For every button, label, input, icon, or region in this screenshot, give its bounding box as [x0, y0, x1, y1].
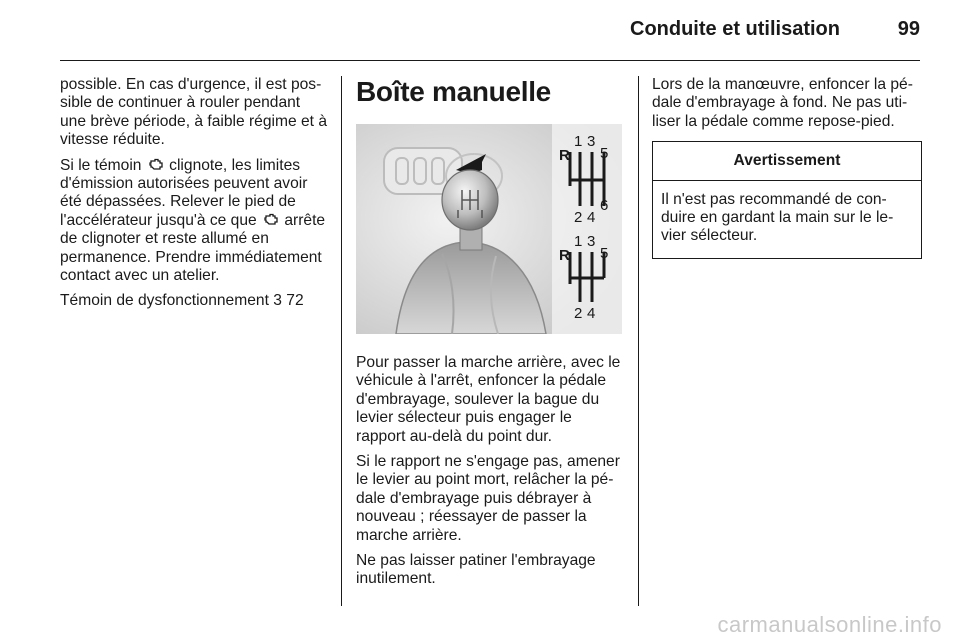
shift-label-2: 2 — [574, 305, 583, 322]
watermark: carmanualsonline.info — [717, 612, 942, 637]
paragraph: possible. En cas d'urgence, il est possible de continuer à rouler pendant une brève période, à faible régime et à vitesse réduite. — [60, 76, 327, 149]
paragraph: Lors de la manœuvre, enfoncer la pédale d'embrayage à fond. Ne pas utiliser la pédale comme repose-pied. — [652, 76, 913, 130]
column-2 — [356, 76, 622, 596]
shift-label-2: 2 — [574, 209, 583, 226]
column-divider — [638, 76, 639, 606]
gear-shift-illustration — [356, 124, 622, 334]
section-title: Boîte manuelle — [356, 76, 551, 107]
shift-label-1: 1 — [574, 133, 583, 150]
warning-box — [652, 141, 922, 259]
warning-body: Il n'est pas recommandé de conduire en gardant la main sur le levier sélecteur. — [661, 190, 894, 245]
column-divider — [341, 76, 342, 606]
page-header — [60, 18, 920, 44]
column-3 — [652, 76, 922, 259]
page-number: 99 — [897, 18, 920, 40]
warning-heading: Avertissement — [653, 142, 921, 180]
header-rule — [60, 60, 920, 61]
shift-label-5: 5 — [600, 245, 609, 262]
paragraph: Pour passer la marche arrière, avec le véhicule à l'arrêt, enfoncer la pédale d'embrayage, soulever la bague du levier sélecteur puis engager le rapport au-delà du point dur. — [356, 354, 621, 445]
shift-label-4: 4 — [587, 209, 596, 226]
page-reference-icon: 3 — [273, 292, 282, 310]
shift-label-4: 4 — [587, 305, 596, 322]
gear-shift-drawing — [356, 124, 622, 334]
cross-reference[interactable]: Témoin de dysfonctionnement 3 72 — [60, 292, 304, 310]
column-1 — [60, 76, 330, 318]
reference-page[interactable]: 72 — [286, 292, 304, 310]
paragraph: Ne pas laisser patiner l'embrayage inutilement. — [356, 552, 596, 588]
engine-warning-icon — [263, 213, 278, 226]
shift-label-3: 3 — [587, 233, 596, 250]
engine-warning-icon — [148, 158, 163, 171]
shift-label-reverse: R — [559, 147, 570, 164]
shift-label-reverse: R — [559, 247, 570, 264]
shift-label-6: 6 — [600, 197, 609, 214]
header-title: Conduite et utilisation — [630, 18, 840, 40]
shift-label-1: 1 — [574, 233, 583, 250]
shift-label-3: 3 — [587, 133, 596, 150]
paragraph: Si le rapport ne s'engage pas, amener le levier au point mort, relâcher la pédale d'embrayage puis débrayer à nouveau ; réessayer de passer la marche arrière. — [356, 453, 620, 544]
shift-label-5: 5 — [600, 145, 609, 162]
paragraph-engine-warning: Si le témoin clignote, les limites d'émission autorisées peuvent avoir été dépassées. Relever le pied de l'accélérateur jusqu'à ce que arrête de clignoter et reste allumé en permanence. Prendre immédiatement contact avec un atelier. — [60, 156, 326, 285]
